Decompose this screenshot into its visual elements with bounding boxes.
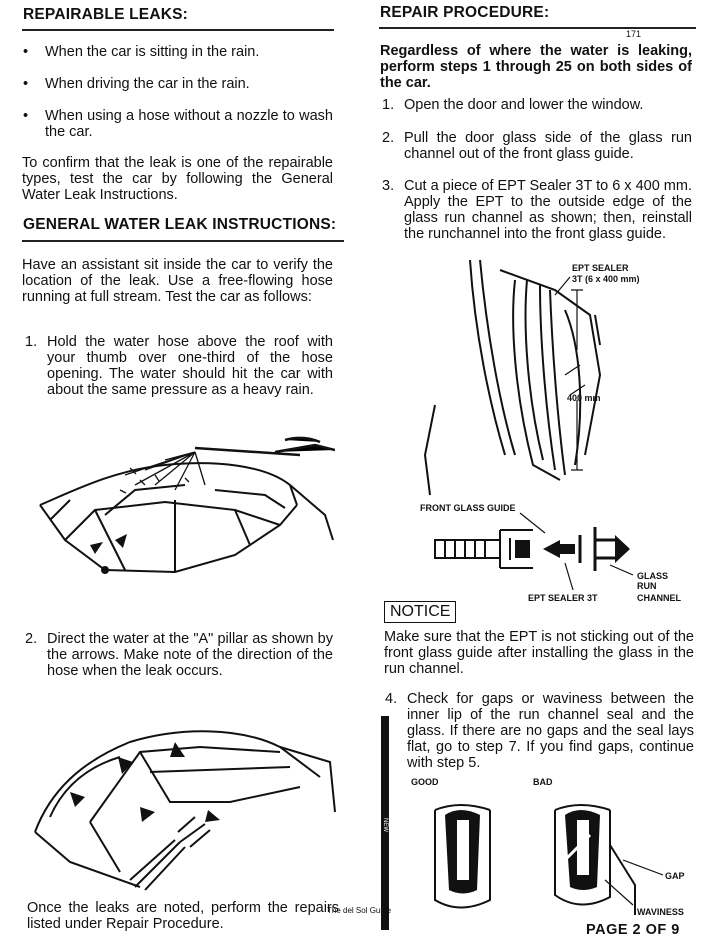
notice-text: Make sure that the EPT is not sticking out of the front glass guide after installing the glass in the run channel.: [384, 629, 694, 677]
step-number: 4.: [385, 691, 398, 707]
page-number: PAGE 2 OF 9: [586, 922, 680, 938]
step-text: Open the door and lower the window.: [404, 97, 644, 113]
right-step-1: [382, 97, 692, 113]
ept-sealer-3t-label: EPT SEALER 3T: [528, 593, 598, 603]
step-text: Cut a piece of EPT Sealer 3T to 6 x 400 mm. Apply the EPT to the outside edge of the glass run channel as shown; then, reinstall the runchannel into the front glass guide.: [404, 178, 692, 242]
source-label: The del Sol Guide: [327, 906, 392, 915]
seal-good-bad-illustration: [405, 775, 700, 925]
step-text: Direct the water at the "A" pillar as shown by the arrows. Make note of the direction of the hose when the leak occurs.: [47, 631, 333, 679]
step-number: 1.: [382, 97, 395, 113]
procedure-intro: Regardless of where the water is leaking, perform steps 1 through 25 on both sides of the car.: [380, 43, 692, 91]
step-text: Check for gaps or waviness between the inner lip of the run channel seal and the glass. If there are no gaps and the seal lays flat, go to step 7. If you find gaps, continue with step 5.: [407, 691, 694, 771]
divider: [379, 27, 696, 29]
good-label: GOOD: [411, 777, 439, 787]
list-item: • When using a hose without a nozzle to wash the car.: [45, 108, 333, 140]
ept-sealer-label: EPT SEALER: [572, 263, 629, 273]
confirm-paragraph: To confirm that the leak is one of the repairable types, test the car by following the General Water Leak Instructions.: [22, 155, 333, 203]
ept-sealer-illustration: [415, 255, 700, 605]
run-label: RUN: [637, 581, 657, 591]
front-glass-guide-label: FRONT GLASS GUIDE: [420, 503, 516, 513]
bad-label: BAD: [533, 777, 553, 787]
step-number: 3.: [382, 178, 395, 194]
left-step-1: [25, 334, 333, 398]
repair-procedure-heading: REPAIR PROCEDURE:: [380, 4, 550, 21]
hose-on-roof-illustration: [35, 430, 335, 580]
general-intro: Have an assistant sit inside the car to verify the location of the leak. Use a free-flowing hose running at full stream. Test the car as follows:: [22, 257, 333, 305]
divider: [22, 240, 344, 242]
right-step-2: [382, 130, 692, 162]
dimension-label: 400 mm: [567, 393, 601, 403]
a-pillar-spray-illustration: [30, 712, 340, 892]
glass-label: GLASS: [637, 571, 669, 581]
list-item: • When the car is sitting in the rain.: [45, 44, 335, 60]
step-text: Hold the water hose above the roof with your thumb over one-third of the hose opening. The water should hit the car with about the same pressure as a heavy rain.: [47, 334, 333, 398]
waviness-label: WAVINESS: [637, 907, 684, 917]
new-tag: NEW: [382, 818, 388, 832]
channel-label: CHANNEL: [637, 593, 681, 603]
page-reference: 171: [626, 29, 642, 39]
right-step-3: [382, 178, 692, 242]
divider: [22, 29, 334, 31]
left-step-2: [25, 631, 333, 679]
list-item: • When driving the car in the rain.: [45, 76, 335, 92]
gap-label: GAP: [665, 871, 685, 881]
general-instructions-heading: GENERAL WATER LEAK INSTRUCTIONS:: [23, 216, 337, 233]
right-step-4: [385, 691, 694, 771]
closing-paragraph: Once the leaks are noted, perform the repairs listed under Repair Procedure.: [27, 900, 339, 932]
step-number: 2.: [382, 130, 395, 146]
step-text: Pull the door glass side of the glass run channel out of the front glass guide.: [404, 130, 692, 162]
ept-size-label: 3T (6 x 400 mm): [572, 274, 640, 284]
repairable-leaks-heading: REPAIRABLE LEAKS:: [23, 6, 189, 23]
step-number: 2.: [25, 631, 38, 647]
notice-badge: NOTICE: [384, 601, 456, 623]
step-number: 1.: [25, 334, 38, 350]
